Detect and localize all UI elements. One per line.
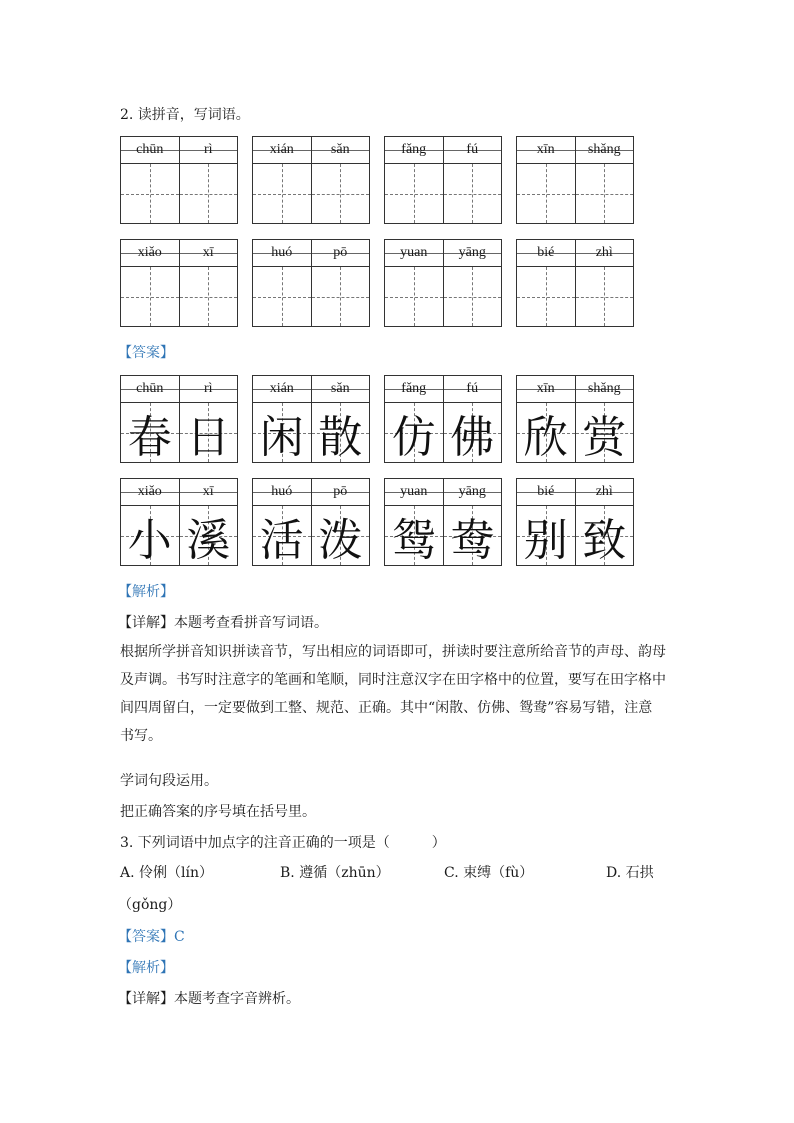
option-b: B. 遵循（zhūn） [280, 865, 390, 881]
pinyin-text: xián [269, 381, 294, 396]
pinyin-text: rì [203, 142, 213, 157]
pinyin-cell [253, 376, 312, 402]
pinyin-cell [253, 479, 312, 505]
tianzige-cell[interactable] [517, 164, 576, 223]
tianzige-row [385, 267, 501, 326]
pinyin-text: shǎng [587, 142, 621, 157]
answer-character: 日 [186, 411, 231, 463]
tianzige-cell [576, 506, 634, 565]
pinyin-row [121, 479, 237, 506]
tianzige-row [121, 506, 237, 565]
tianzige-cell[interactable] [253, 164, 312, 223]
pinyin-text: yuan [400, 484, 428, 499]
pinyin-cell [121, 240, 180, 266]
pinyin-text: bié [537, 484, 555, 499]
pinyin-row [385, 479, 501, 506]
pinyin-text: fǎng [401, 381, 427, 396]
q3-answer: 【答案】C [118, 929, 185, 945]
tianzige-cell[interactable] [385, 164, 444, 223]
pinyin-grid-box [252, 136, 370, 224]
answer-character: 活 [259, 514, 304, 566]
answer-character: 仿 [391, 411, 436, 463]
tianzige-cell [576, 403, 634, 462]
answer-character: 泼 [318, 514, 363, 566]
section-heading: 学词句段运用。 [120, 773, 218, 789]
pinyin-text: fú [466, 142, 479, 157]
pinyin-cell [385, 479, 444, 505]
answer-character: 散 [318, 411, 363, 463]
q3-detail: 【详解】本题考查字音辨析。 [118, 991, 300, 1007]
pinyin-cell [444, 479, 502, 505]
pinyin-text: pō [333, 484, 348, 499]
option-d: D. 石拱 [606, 865, 654, 881]
q3-title: 3. 下列词语中加点字的注音正确的一项是（ ） [120, 835, 446, 851]
pinyin-text: xī [202, 484, 214, 499]
pinyin-cell [312, 376, 370, 402]
pinyin-text: xiǎo [137, 245, 162, 260]
tianzige-cell[interactable] [517, 267, 576, 326]
pinyin-grid-box [384, 136, 502, 224]
answer-grid-box [516, 375, 634, 463]
pinyin-row [253, 240, 369, 267]
tianzige-cell[interactable] [444, 267, 502, 326]
tianzige-cell [385, 403, 444, 462]
pinyin-row [385, 240, 501, 267]
pinyin-grid-box [252, 239, 370, 327]
pinyin-text: sǎn [330, 381, 350, 396]
pinyin-cell [444, 137, 502, 163]
pinyin-text: shǎng [587, 381, 621, 396]
tianzige-row [517, 267, 633, 326]
tianzige-row [253, 267, 369, 326]
pinyin-cell [180, 137, 238, 163]
pinyin-cell [385, 137, 444, 163]
answer-character: 闲 [259, 411, 304, 463]
pinyin-row [121, 240, 237, 267]
pinyin-text: pō [333, 245, 348, 260]
tianzige-cell[interactable] [180, 267, 238, 326]
tianzige-cell [444, 403, 502, 462]
pinyin-text: yuan [400, 245, 428, 260]
answer-grid-row-2 [120, 478, 634, 566]
pinyin-cell [517, 479, 576, 505]
pinyin-row [121, 137, 237, 164]
tianzige-row [385, 164, 501, 223]
pinyin-cell [576, 479, 634, 505]
pinyin-cell [312, 479, 370, 505]
explanation-line-3: 间四周留白，一定要做到工整、规范、正确。其中“闲散、仿佛、鸳鸯”容易写错，注意 [120, 700, 653, 716]
pinyin-row [385, 137, 501, 164]
explanation-paragraph [120, 638, 680, 750]
tianzige-cell [444, 506, 502, 565]
pinyin-cell [444, 376, 502, 402]
answer-character: 欣 [523, 411, 568, 463]
answer-grid-box [252, 478, 370, 566]
option-d-pinyin: （gǒng） [118, 897, 182, 913]
tianzige-cell[interactable] [253, 267, 312, 326]
tianzige-cell [121, 506, 180, 565]
pinyin-text: xīn [536, 142, 555, 157]
answer-character: 溪 [186, 514, 231, 566]
q3-analysis-label: 【解析】 [118, 960, 174, 976]
tianzige-cell [517, 506, 576, 565]
tianzige-row [517, 506, 633, 565]
tianzige-row [385, 506, 501, 565]
pinyin-text: bié [537, 245, 555, 260]
q2-title: 2. 读拼音，写词语。 [120, 107, 250, 123]
pinyin-cell [576, 376, 634, 402]
instruction-text: 把正确答案的序号填在括号里。 [120, 804, 316, 820]
pinyin-cell [385, 376, 444, 402]
answer-character: 赏 [582, 411, 627, 463]
pinyin-text: huó [271, 245, 293, 260]
pinyin-cell [444, 240, 502, 266]
pinyin-cell [121, 479, 180, 505]
pinyin-cell [253, 240, 312, 266]
tianzige-cell[interactable] [312, 164, 370, 223]
pinyin-cell [180, 479, 238, 505]
pinyin-row [517, 479, 633, 506]
pinyin-cell [517, 376, 576, 402]
tianzige-row [253, 164, 369, 223]
answer-character: 鸯 [450, 514, 495, 566]
tianzige-row [121, 403, 237, 462]
answer-character: 佛 [450, 411, 495, 463]
pinyin-text: xiǎo [137, 484, 162, 499]
answer-grid-box [384, 375, 502, 463]
pinyin-row [253, 376, 369, 403]
answer-grid-row-1 [120, 375, 634, 463]
pinyin-grid-box [516, 136, 634, 224]
answer-grid-box [516, 478, 634, 566]
tianzige-cell [121, 403, 180, 462]
tianzige-cell[interactable] [576, 267, 634, 326]
tianzige-cell[interactable] [444, 164, 502, 223]
explanation-line-2: 及声调。书写时注意字的笔画和笔顺，同时注意汉字在田字格中的位置，要写在田字格中 [120, 672, 666, 688]
tianzige-cell [180, 506, 238, 565]
pinyin-text: xīn [536, 381, 555, 396]
pinyin-text: huó [271, 484, 293, 499]
answer-character: 小 [127, 514, 172, 566]
pinyin-row [121, 376, 237, 403]
answer-character: 春 [127, 411, 172, 463]
explanation-line-4: 书写。 [120, 728, 162, 744]
pinyin-cell [312, 240, 370, 266]
tianzige-cell[interactable] [385, 267, 444, 326]
pinyin-cell [517, 137, 576, 163]
answer-grid-box [384, 478, 502, 566]
pinyin-grid-box [120, 239, 238, 327]
pinyin-cell [180, 376, 238, 402]
answer-character: 鸳 [391, 514, 436, 566]
tianzige-row [385, 403, 501, 462]
pinyin-text: yāng [458, 245, 486, 260]
pinyin-cell [121, 137, 180, 163]
pinyin-cell [576, 240, 634, 266]
pinyin-grid-box [384, 239, 502, 327]
tianzige-cell[interactable] [180, 164, 238, 223]
answer-character: 致 [582, 514, 627, 566]
pinyin-text: zhì [595, 484, 613, 499]
tianzige-cell[interactable] [121, 164, 180, 223]
tianzige-row [253, 403, 369, 462]
pinyin-grid-box [516, 239, 634, 327]
pinyin-text: rì [203, 381, 213, 396]
tianzige-cell [312, 403, 370, 462]
explanation-line-1: 根据所学拼音知识拼读音节，写出相应的词语即可，拼读时要注意所给音节的声母、韵母 [120, 644, 666, 660]
tianzige-cell [385, 506, 444, 565]
tianzige-cell [253, 403, 312, 462]
tianzige-row [121, 164, 237, 223]
tianzige-row [253, 506, 369, 565]
pinyin-cell [385, 240, 444, 266]
pinyin-text: fǎng [401, 142, 427, 157]
answer-grid-box [252, 375, 370, 463]
tianzige-cell [312, 506, 370, 565]
answer-grid-box [120, 375, 238, 463]
pinyin-text: fú [466, 381, 479, 396]
tianzige-cell[interactable] [576, 164, 634, 223]
pinyin-cell [180, 240, 238, 266]
answer-character: 别 [523, 514, 568, 566]
pinyin-row [517, 240, 633, 267]
pinyin-row [253, 479, 369, 506]
analysis-label: 【解析】 [118, 584, 174, 600]
tianzige-row [517, 403, 633, 462]
pinyin-grid-box [120, 136, 238, 224]
pinyin-cell [312, 137, 370, 163]
pinyin-text: xī [202, 245, 214, 260]
pinyin-cell [253, 137, 312, 163]
answer-grid-box [120, 478, 238, 566]
option-c: C. 束缚（fù） [444, 865, 534, 881]
tianzige-row [121, 267, 237, 326]
option-a: A. 伶俐（lín） [120, 865, 213, 881]
pinyin-text: sǎn [330, 142, 350, 157]
pinyin-row [517, 376, 633, 403]
tianzige-cell [253, 506, 312, 565]
tianzige-row [517, 164, 633, 223]
pinyin-cell [121, 376, 180, 402]
pinyin-row [385, 376, 501, 403]
tianzige-cell[interactable] [312, 267, 370, 326]
detail-text: 【详解】本题考查看拼音写词语。 [118, 615, 328, 631]
pinyin-text: chūn [136, 142, 164, 157]
question-grid-row-1 [120, 136, 634, 224]
pinyin-text: xián [269, 142, 294, 157]
tianzige-cell[interactable] [121, 267, 180, 326]
pinyin-cell [576, 137, 634, 163]
tianzige-cell [180, 403, 238, 462]
pinyin-text: zhì [595, 245, 613, 260]
pinyin-text: yāng [458, 484, 486, 499]
answer-label: 【答案】 [118, 345, 174, 361]
pinyin-text: chūn [136, 381, 164, 396]
question-grid-row-2 [120, 239, 634, 327]
pinyin-row [517, 137, 633, 164]
tianzige-cell [517, 403, 576, 462]
pinyin-row [253, 137, 369, 164]
pinyin-cell [517, 240, 576, 266]
